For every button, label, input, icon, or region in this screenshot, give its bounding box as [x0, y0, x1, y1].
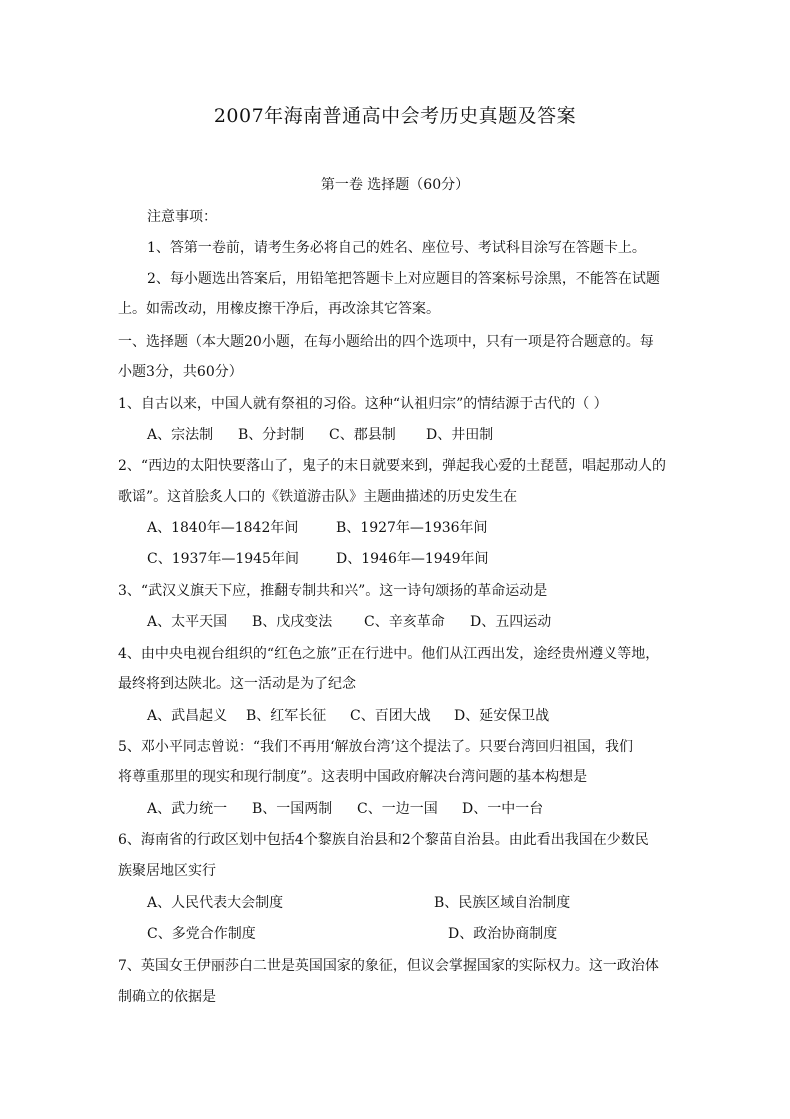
question-3-option-d: D、五四运动: [470, 614, 552, 630]
question-2-option-b: B、1927年—1936年间: [336, 520, 488, 536]
question-3-option-a: A、太平天国: [147, 614, 228, 630]
question-6-stem-line2: 族聚居地区实行: [118, 863, 216, 879]
question-7-stem-line2: 制确立的依据是: [118, 989, 216, 1005]
question-7-stem-line1: 7、英国女王伊丽莎白二世是英国国家的象征，但议会掌握国家的实际权力。这一政治体: [118, 958, 659, 974]
question-1-stem: 1、自古以来，中国人就有祭祖的习俗。这种“认祖归宗”的情结源于古代的（ ）: [118, 396, 608, 412]
question-5-stem-line2: 将尊重那里的现实和现行制度”。这表明中国政府解决台湾问题的基本构想是: [118, 769, 588, 785]
question-4-option-a: A、武昌起义: [147, 708, 228, 724]
question-6-option-d: D、政治协商制度: [448, 926, 558, 942]
question-4-option-b: B、红军长征: [246, 708, 327, 724]
question-1-option-a: A、宗法制: [147, 427, 214, 443]
page-title: 2007年海南普通高中会考历史真题及答案: [213, 105, 577, 127]
notice-heading: 注意事项：: [147, 209, 217, 225]
question-1-option-d: D、井田制: [426, 427, 494, 443]
section-title: 第一卷 选择题（60分）: [320, 177, 470, 193]
question-5-option-c: C、一边一国: [357, 801, 438, 817]
question-6-option-b: B、民族区域自治制度: [434, 895, 571, 911]
question-4-stem-line1: 4、由中央电视台组织的“红色之旅”正在行进中。他们从江西出发，途经贵州遵义等地，: [118, 646, 660, 662]
notice-item-1: 1、答第一卷前，请考生务必将自己的姓名、座位号、考试科目涂写在答题卡上。: [147, 240, 646, 256]
question-2-stem-line1: 2、“西边的太阳快要落山了，鬼子的末日就要来到，弹起我心爱的土琵琶，唱起那动人的: [118, 458, 667, 474]
question-6-option-c: C、多党合作制度: [147, 926, 256, 942]
question-5-option-a: A、武力统一: [147, 801, 228, 817]
question-4-stem-line2: 最终将到达陕北。这一活动是为了纪念: [118, 676, 356, 692]
question-3-option-b: B、戊戌变法: [252, 614, 333, 630]
part-heading-line2: 小题3分，共60分）: [118, 364, 243, 380]
question-5-option-b: B、一国两制: [252, 801, 333, 817]
question-3-option-c: C、辛亥革命: [364, 614, 445, 630]
question-6-stem-line1: 6、海南省的行政区划中包括4个黎族自治县和2个黎苗自治县。由此看出我国在少数民: [118, 832, 649, 848]
question-3-stem: 3、“武汉义旗天下应，推翻专制共和兴”。这一诗句颂扬的革命运动是: [118, 583, 548, 599]
question-5-option-d: D、一中一台: [462, 801, 544, 817]
notice-item-2-line1: 2、每小题选出答案后，用铅笔把答题卡上对应题目的答案标号涂黑，不能答在试题: [147, 271, 660, 287]
question-1-option-b: B、分封制: [238, 427, 305, 443]
question-2-option-a: A、1840年—1842年间: [147, 520, 299, 536]
question-2-option-d: D、1946年—1949年间: [336, 551, 489, 567]
question-4-option-d: D、延安保卫战: [454, 708, 550, 724]
part-heading-line1: 一、选择题（本大题20小题，在每小题给出的四个选项中，只有一项是符合题意的。每: [118, 334, 654, 350]
question-2-stem-line2: 歌谣”。这首脍炙人口的《铁道游击队》主题曲描述的历史发生在: [118, 489, 518, 505]
question-2-option-c: C、1937年—1945年间: [147, 551, 299, 567]
question-6-option-a: A、人民代表大会制度: [147, 895, 284, 911]
question-5-stem-line1: 5、邓小平同志曾说：“我们不再用‘解放台湾’这个提法了。只要台湾回归祖国，我们: [118, 739, 633, 755]
question-4-option-c: C、百团大战: [350, 708, 431, 724]
notice-item-2-line2: 上。如需改动，用橡皮擦干净后，再改涂其它答案。: [118, 301, 440, 317]
question-1-option-c: C、郡县制: [329, 427, 396, 443]
